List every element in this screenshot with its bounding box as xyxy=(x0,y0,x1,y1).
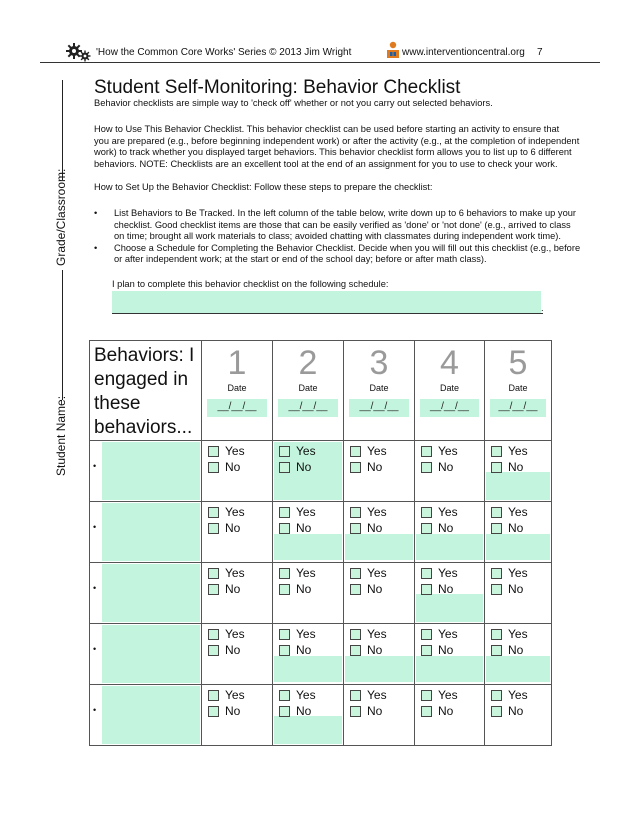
behavior-cell xyxy=(90,563,202,624)
no-checkbox[interactable] xyxy=(350,584,361,595)
checklist-cell xyxy=(485,624,552,685)
bullet-line: checklist. Good checklist items are those that can be easily verified as 'done' or 'not done' (e.g., arrived to class xyxy=(114,219,571,230)
column-number: 3 xyxy=(369,344,389,382)
checklist-cell xyxy=(344,685,415,746)
no-option[interactable] xyxy=(350,581,414,597)
yes-checkbox[interactable] xyxy=(279,629,290,640)
no-option[interactable] xyxy=(208,581,272,597)
yes-option[interactable] xyxy=(421,687,484,703)
schedule-period: . xyxy=(541,303,544,313)
no-option[interactable] xyxy=(208,703,272,719)
yes-checkbox[interactable] xyxy=(350,629,361,640)
checklist-cell xyxy=(202,441,273,502)
how-to-use-line: you are prepared (e.g., before beginning independent work) or after the activity (e.g., at the completion of independent xyxy=(94,135,580,146)
no-label: No xyxy=(438,582,454,596)
checklist-cell xyxy=(415,502,485,563)
column-header xyxy=(344,341,415,441)
checklist-cell xyxy=(415,685,485,746)
cell-input[interactable] xyxy=(416,534,483,560)
yes-checkbox[interactable] xyxy=(350,446,361,457)
yes-option[interactable] xyxy=(491,626,551,642)
no-checkbox[interactable] xyxy=(208,523,219,534)
no-label: No xyxy=(225,704,241,718)
no-checkbox[interactable] xyxy=(421,462,432,473)
no-label: No xyxy=(508,582,524,596)
yes-label: Yes xyxy=(296,627,316,641)
column-number: 4 xyxy=(440,344,459,382)
behavior-cell xyxy=(90,685,202,746)
column-header xyxy=(485,341,552,441)
bullet-dot: • xyxy=(94,208,98,218)
no-option[interactable] xyxy=(279,520,343,536)
yes-label: Yes xyxy=(508,505,528,519)
list-item xyxy=(94,243,580,266)
yes-option[interactable] xyxy=(491,504,551,520)
bullet-dot: • xyxy=(93,461,97,471)
yes-label: Yes xyxy=(508,444,528,458)
yes-option[interactable] xyxy=(350,565,414,581)
column-number: 2 xyxy=(298,344,318,382)
no-checkbox[interactable] xyxy=(491,584,502,595)
no-option[interactable] xyxy=(350,459,414,475)
yes-label: Yes xyxy=(367,627,387,641)
yes-option[interactable] xyxy=(279,443,343,459)
column-number: 5 xyxy=(508,344,528,382)
yes-checkbox[interactable] xyxy=(208,507,219,518)
checklist-cell xyxy=(202,563,273,624)
cell-input[interactable] xyxy=(486,656,550,682)
checklist-cell xyxy=(485,563,552,624)
checklist-cell xyxy=(485,502,552,563)
yes-checkbox[interactable] xyxy=(208,629,219,640)
no-label: No xyxy=(296,643,312,657)
no-checkbox[interactable] xyxy=(279,462,290,473)
checklist-cell xyxy=(202,502,273,563)
checklist-cell xyxy=(344,502,415,563)
no-label: No xyxy=(438,643,454,657)
no-checkbox[interactable] xyxy=(350,706,361,717)
no-label: No xyxy=(508,460,524,474)
no-checkbox[interactable] xyxy=(350,462,361,473)
yes-checkbox[interactable] xyxy=(491,629,502,640)
no-option[interactable] xyxy=(208,459,272,475)
yes-label: Yes xyxy=(438,444,458,458)
yes-option[interactable] xyxy=(350,443,414,459)
behavior-checklist-table xyxy=(89,340,552,746)
yes-option[interactable] xyxy=(421,626,484,642)
yes-option[interactable] xyxy=(279,626,343,642)
bullet-dot: • xyxy=(93,522,97,532)
table-row xyxy=(90,502,552,563)
no-option[interactable] xyxy=(208,642,272,658)
yes-checkbox[interactable] xyxy=(491,568,502,579)
no-checkbox[interactable] xyxy=(279,584,290,595)
checklist-cell xyxy=(415,624,485,685)
no-checkbox[interactable] xyxy=(208,584,219,595)
how-to-use-line: How to Use This Behavior Checklist. This behavior checklist can be used before starting an activity to ensure that xyxy=(94,124,560,134)
date-label: Date xyxy=(508,383,528,393)
schedule-prompt: I plan to complete this behavior checklist on the following schedule: xyxy=(112,279,389,289)
yes-option[interactable] xyxy=(279,565,343,581)
checklist-cell xyxy=(202,685,273,746)
no-checkbox[interactable] xyxy=(421,523,432,534)
no-checkbox[interactable] xyxy=(421,584,432,595)
no-option[interactable] xyxy=(350,703,414,719)
no-label: No xyxy=(367,643,383,657)
header-rule xyxy=(40,62,600,63)
no-option[interactable] xyxy=(491,520,551,536)
cell-input[interactable] xyxy=(274,716,342,744)
yes-label: Yes xyxy=(296,505,316,519)
how-to-use-line: work) to track whether you displayed target behaviors. This behavior checklist form allows you to list up to 6 different xyxy=(94,147,572,157)
yes-label: Yes xyxy=(438,505,458,519)
date-label: Date xyxy=(227,383,247,393)
no-option[interactable] xyxy=(421,459,484,475)
yes-label: Yes xyxy=(508,627,528,641)
no-checkbox[interactable] xyxy=(279,523,290,534)
cell-input[interactable] xyxy=(486,534,550,560)
no-checkbox[interactable] xyxy=(491,706,502,717)
yes-label: Yes xyxy=(225,505,245,519)
yes-option[interactable] xyxy=(279,504,343,520)
yes-option[interactable] xyxy=(279,687,343,703)
yes-label: Yes xyxy=(296,444,316,458)
schedule-input[interactable] xyxy=(112,291,541,313)
no-option[interactable] xyxy=(421,581,484,597)
behaviors-header: Behaviors: I engaged in these behaviors... xyxy=(90,341,202,441)
no-option[interactable] xyxy=(350,642,414,658)
no-option[interactable] xyxy=(421,520,484,536)
how-to-use-line: behaviors. NOTE: Checklists are an excellent tool at the end of an assignment for you to use to check your work. xyxy=(94,158,558,169)
yes-option[interactable] xyxy=(350,504,414,520)
no-option[interactable] xyxy=(491,642,551,658)
yes-label: Yes xyxy=(296,688,316,702)
behavior-cell xyxy=(90,441,202,502)
yes-label: Yes xyxy=(367,505,387,519)
date-label: Date xyxy=(369,383,389,393)
column-number: 1 xyxy=(227,344,247,382)
behavior-cell xyxy=(90,502,202,563)
no-label: No xyxy=(225,582,241,596)
cell-input[interactable] xyxy=(274,534,342,560)
yes-checkbox[interactable] xyxy=(491,507,502,518)
page-header xyxy=(40,44,600,62)
yes-option[interactable] xyxy=(208,504,272,520)
yes-label: Yes xyxy=(508,688,528,702)
behavior-input[interactable] xyxy=(102,503,200,561)
no-option[interactable] xyxy=(421,703,484,719)
bullet-line: on time; brought all work materials to class; avoided chatting with classmates during independent work time). xyxy=(114,231,561,241)
yes-checkbox[interactable] xyxy=(279,507,290,518)
how-to-use-paragraph xyxy=(94,124,579,170)
date-mask: __/__/__ xyxy=(430,401,469,412)
yes-checkbox[interactable] xyxy=(421,629,432,640)
yes-label: Yes xyxy=(225,566,245,580)
no-label: No xyxy=(508,521,524,535)
no-checkbox[interactable] xyxy=(208,706,219,717)
no-label: No xyxy=(508,643,524,657)
cell-input[interactable] xyxy=(416,656,483,682)
yes-checkbox[interactable] xyxy=(279,446,290,457)
no-label: No xyxy=(367,582,383,596)
behavior-cell xyxy=(90,624,202,685)
bullet-line: List Behaviors to Be Tracked. In the left column of the table below, write down up to 6 behaviors to make up your xyxy=(114,208,577,218)
bullet-line: or after independent work; at the start or end of the school day; before or after math class). xyxy=(114,254,487,264)
student-name-field-line[interactable] xyxy=(62,270,63,400)
yes-checkbox[interactable] xyxy=(208,568,219,579)
no-option[interactable] xyxy=(279,581,343,597)
table-row xyxy=(90,563,552,624)
no-checkbox[interactable] xyxy=(421,706,432,717)
intro-text: Behavior checklists are simple way to 'check off' whether or not you carry out selected behaviors. xyxy=(94,98,493,108)
no-label: No xyxy=(367,521,383,535)
cell-input[interactable] xyxy=(416,594,483,622)
yes-option[interactable] xyxy=(208,443,272,459)
no-label: No xyxy=(225,643,241,657)
yes-label: Yes xyxy=(438,627,458,641)
bullet-dot: • xyxy=(94,242,98,253)
yes-option[interactable] xyxy=(491,687,551,703)
no-label: No xyxy=(296,521,312,535)
no-checkbox[interactable] xyxy=(491,645,502,656)
yes-label: Yes xyxy=(367,688,387,702)
page-title: Student Self-Monitoring: Behavior Checklist xyxy=(94,77,461,98)
yes-checkbox[interactable] xyxy=(208,690,219,701)
checklist-cell xyxy=(485,685,552,746)
no-label: No xyxy=(438,460,454,474)
behavior-input[interactable] xyxy=(102,564,200,622)
checklist-cell xyxy=(273,563,344,624)
no-checkbox[interactable] xyxy=(421,645,432,656)
yes-label: Yes xyxy=(367,444,387,458)
checklist-cell xyxy=(202,624,273,685)
yes-checkbox[interactable] xyxy=(421,446,432,457)
no-label: No xyxy=(438,704,454,718)
table-row xyxy=(90,624,552,685)
no-checkbox[interactable] xyxy=(350,523,361,534)
date-mask: __/__/__ xyxy=(498,401,538,412)
no-checkbox[interactable] xyxy=(279,645,290,656)
no-label: No xyxy=(225,521,241,535)
yes-option[interactable] xyxy=(350,626,414,642)
yes-option[interactable] xyxy=(491,565,551,581)
table-row xyxy=(90,441,552,502)
yes-label: Yes xyxy=(225,688,245,702)
date-mask: __/__/__ xyxy=(217,401,257,412)
yes-checkbox[interactable] xyxy=(421,568,432,579)
no-option[interactable] xyxy=(350,520,414,536)
yes-checkbox[interactable] xyxy=(279,690,290,701)
no-checkbox[interactable] xyxy=(279,706,290,717)
yes-checkbox[interactable] xyxy=(208,446,219,457)
checklist-cell xyxy=(273,685,344,746)
cell-input[interactable] xyxy=(345,656,413,682)
no-option[interactable] xyxy=(279,642,343,658)
bullet-dot: • xyxy=(93,705,97,715)
yes-checkbox[interactable] xyxy=(350,690,361,701)
column-header xyxy=(415,341,485,441)
column-header xyxy=(273,341,344,441)
checklist-cell xyxy=(344,624,415,685)
yes-checkbox[interactable] xyxy=(350,568,361,579)
yes-checkbox[interactable] xyxy=(350,507,361,518)
grade-classroom-label: Grade/Classroom: xyxy=(54,168,68,266)
yes-option[interactable] xyxy=(491,443,551,459)
yes-option[interactable] xyxy=(208,687,272,703)
no-label: No xyxy=(296,460,312,474)
checklist-cell xyxy=(273,624,344,685)
page-number: 7 xyxy=(537,47,543,58)
table-row xyxy=(90,685,552,746)
behavior-input[interactable] xyxy=(102,625,200,683)
no-label: No xyxy=(367,460,383,474)
no-checkbox[interactable] xyxy=(208,645,219,656)
gears-icon xyxy=(66,41,92,63)
yes-option[interactable] xyxy=(421,504,484,520)
date-mask: __/__/__ xyxy=(359,401,399,412)
checklist-cell xyxy=(273,441,344,502)
yes-checkbox[interactable] xyxy=(491,446,502,457)
no-label: No xyxy=(438,521,454,535)
no-checkbox[interactable] xyxy=(208,462,219,473)
bullet-list xyxy=(94,208,580,266)
yes-label: Yes xyxy=(438,566,458,580)
yes-label: Yes xyxy=(296,566,316,580)
yes-option[interactable] xyxy=(208,565,272,581)
intervention-central-logo-icon xyxy=(386,41,400,64)
yes-checkbox[interactable] xyxy=(421,507,432,518)
behavior-input[interactable] xyxy=(102,686,200,744)
yes-checkbox[interactable] xyxy=(421,690,432,701)
no-label: No xyxy=(367,704,383,718)
schedule-underline xyxy=(112,313,543,314)
yes-label: Yes xyxy=(225,444,245,458)
header-series-text: 'How the Common Core Works' Series © 2013 Jim Wright xyxy=(96,47,352,58)
date-mask: __/__/__ xyxy=(288,401,328,412)
no-checkbox[interactable] xyxy=(350,645,361,656)
checklist-cell xyxy=(415,441,485,502)
yes-label: Yes xyxy=(438,688,458,702)
yes-option[interactable] xyxy=(350,687,414,703)
bullet-line: Choose a Schedule for Completing the Behavior Checklist. Decide when you will fill out this checklist (e.g., before xyxy=(114,242,581,253)
table-header-row xyxy=(90,341,552,441)
yes-option[interactable] xyxy=(421,443,484,459)
yes-option[interactable] xyxy=(208,626,272,642)
bullet-dot: • xyxy=(93,583,97,593)
list-item xyxy=(94,208,580,243)
checklist-cell xyxy=(273,502,344,563)
header-website: www.interventioncentral.org xyxy=(402,47,525,58)
no-option[interactable] xyxy=(279,703,343,719)
cell-input[interactable] xyxy=(345,534,413,560)
no-option[interactable] xyxy=(208,520,272,536)
grade-field-line[interactable] xyxy=(62,80,63,180)
no-option[interactable] xyxy=(491,459,551,475)
yes-option[interactable] xyxy=(421,565,484,581)
yes-checkbox[interactable] xyxy=(491,690,502,701)
no-label: No xyxy=(296,704,312,718)
checklist-cell xyxy=(485,441,552,502)
date-label: Date xyxy=(439,383,459,393)
cell-input[interactable] xyxy=(486,472,550,500)
setup-intro: How to Set Up the Behavior Checklist: Follow these steps to prepare the checklist: xyxy=(94,182,433,192)
behavior-input[interactable] xyxy=(102,442,200,500)
no-option[interactable] xyxy=(491,703,551,719)
no-option[interactable] xyxy=(421,642,484,658)
no-option[interactable] xyxy=(491,581,551,597)
yes-label: Yes xyxy=(508,566,528,580)
no-checkbox[interactable] xyxy=(491,523,502,534)
cell-input[interactable] xyxy=(274,656,342,682)
yes-label: Yes xyxy=(225,627,245,641)
no-checkbox[interactable] xyxy=(491,462,502,473)
bullet-dot: • xyxy=(93,644,97,654)
checklist-cell xyxy=(344,441,415,502)
no-option[interactable] xyxy=(279,459,343,475)
yes-label: Yes xyxy=(367,566,387,580)
no-label: No xyxy=(508,704,524,718)
date-label: Date xyxy=(298,383,318,393)
column-header xyxy=(202,341,273,441)
no-label: No xyxy=(225,460,241,474)
checklist-cell xyxy=(344,563,415,624)
student-name-label: Student Name: xyxy=(54,395,68,476)
yes-checkbox[interactable] xyxy=(279,568,290,579)
checklist-cell xyxy=(415,563,485,624)
no-label: No xyxy=(296,582,312,596)
